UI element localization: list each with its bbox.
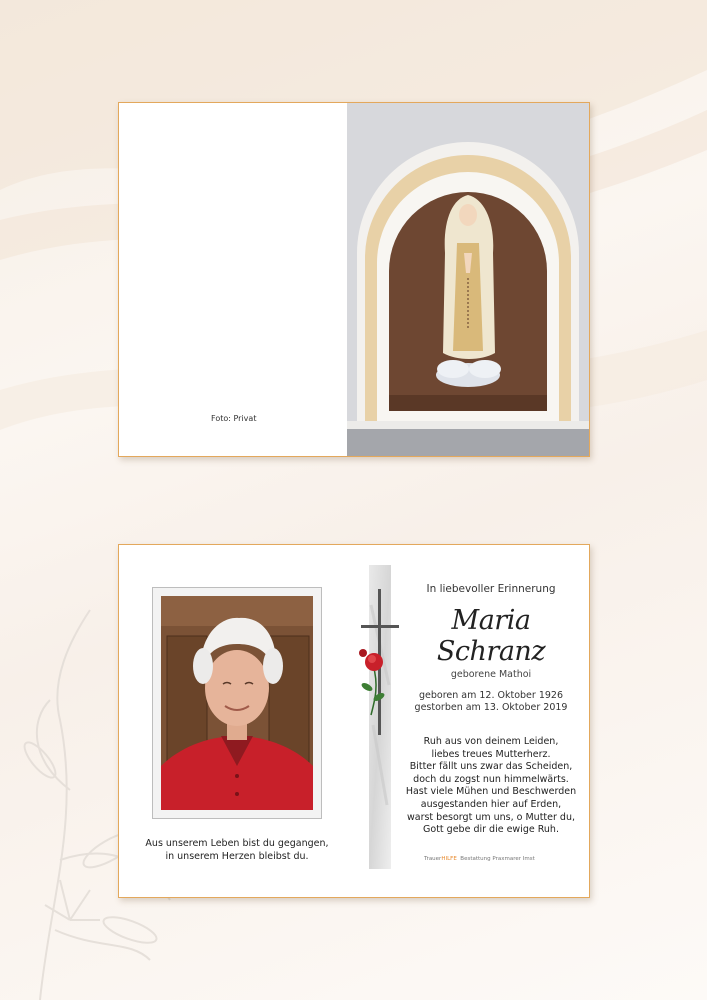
deceased-name: Maria Schranz	[436, 605, 546, 667]
poem-line: liebes treues Mutterherz.	[431, 748, 551, 760]
memory-heading: In liebevoller Erinnerung	[426, 583, 556, 595]
undertaker-name: Bestattung Praxmarer Imst	[460, 856, 535, 862]
poem-line: warst besorgt um uns, o Mutter du,	[406, 811, 575, 823]
verse-line: Aus unserem Leben bist du gegangen,	[145, 838, 329, 849]
brand-name: Trauer	[424, 856, 442, 862]
life-dates	[401, 690, 581, 714]
poem-line: Hast viele Mühen und Beschwerden	[405, 786, 577, 798]
poem-line: Gott gebe dir die ewige Ruh.	[423, 824, 559, 836]
death-date: gestorben am 13. Oktober 2019	[414, 702, 568, 713]
memorial-card-front	[118, 102, 590, 457]
poem-line: Bitter fällt uns zwar das Scheiden,	[409, 761, 573, 773]
portrait-frame	[152, 587, 322, 819]
photo-credit: Foto: Privat	[211, 414, 257, 423]
brand-accent: HILFE	[441, 856, 457, 862]
poem-line: Ruh aus von deinem Leiden,	[423, 736, 559, 747]
statue-niche-photo	[347, 103, 589, 456]
memorial-text	[401, 583, 581, 837]
maiden-name: geborene Mathoi	[450, 669, 532, 680]
undertaker-credit	[424, 856, 535, 862]
cross-rose-strip	[359, 565, 399, 869]
poem-line: ausgestanden hier auf Erden,	[420, 798, 562, 810]
portrait-photo	[161, 596, 313, 810]
verse-line: in unserem Herzen bleibst du.	[165, 851, 309, 862]
verse-left	[137, 837, 337, 863]
memorial-card-inside	[118, 544, 590, 898]
birth-date: geboren am 12. Oktober 1926	[418, 690, 564, 701]
poem-line: doch du zogst nun himmelwärts.	[413, 773, 569, 785]
poem	[401, 736, 581, 837]
